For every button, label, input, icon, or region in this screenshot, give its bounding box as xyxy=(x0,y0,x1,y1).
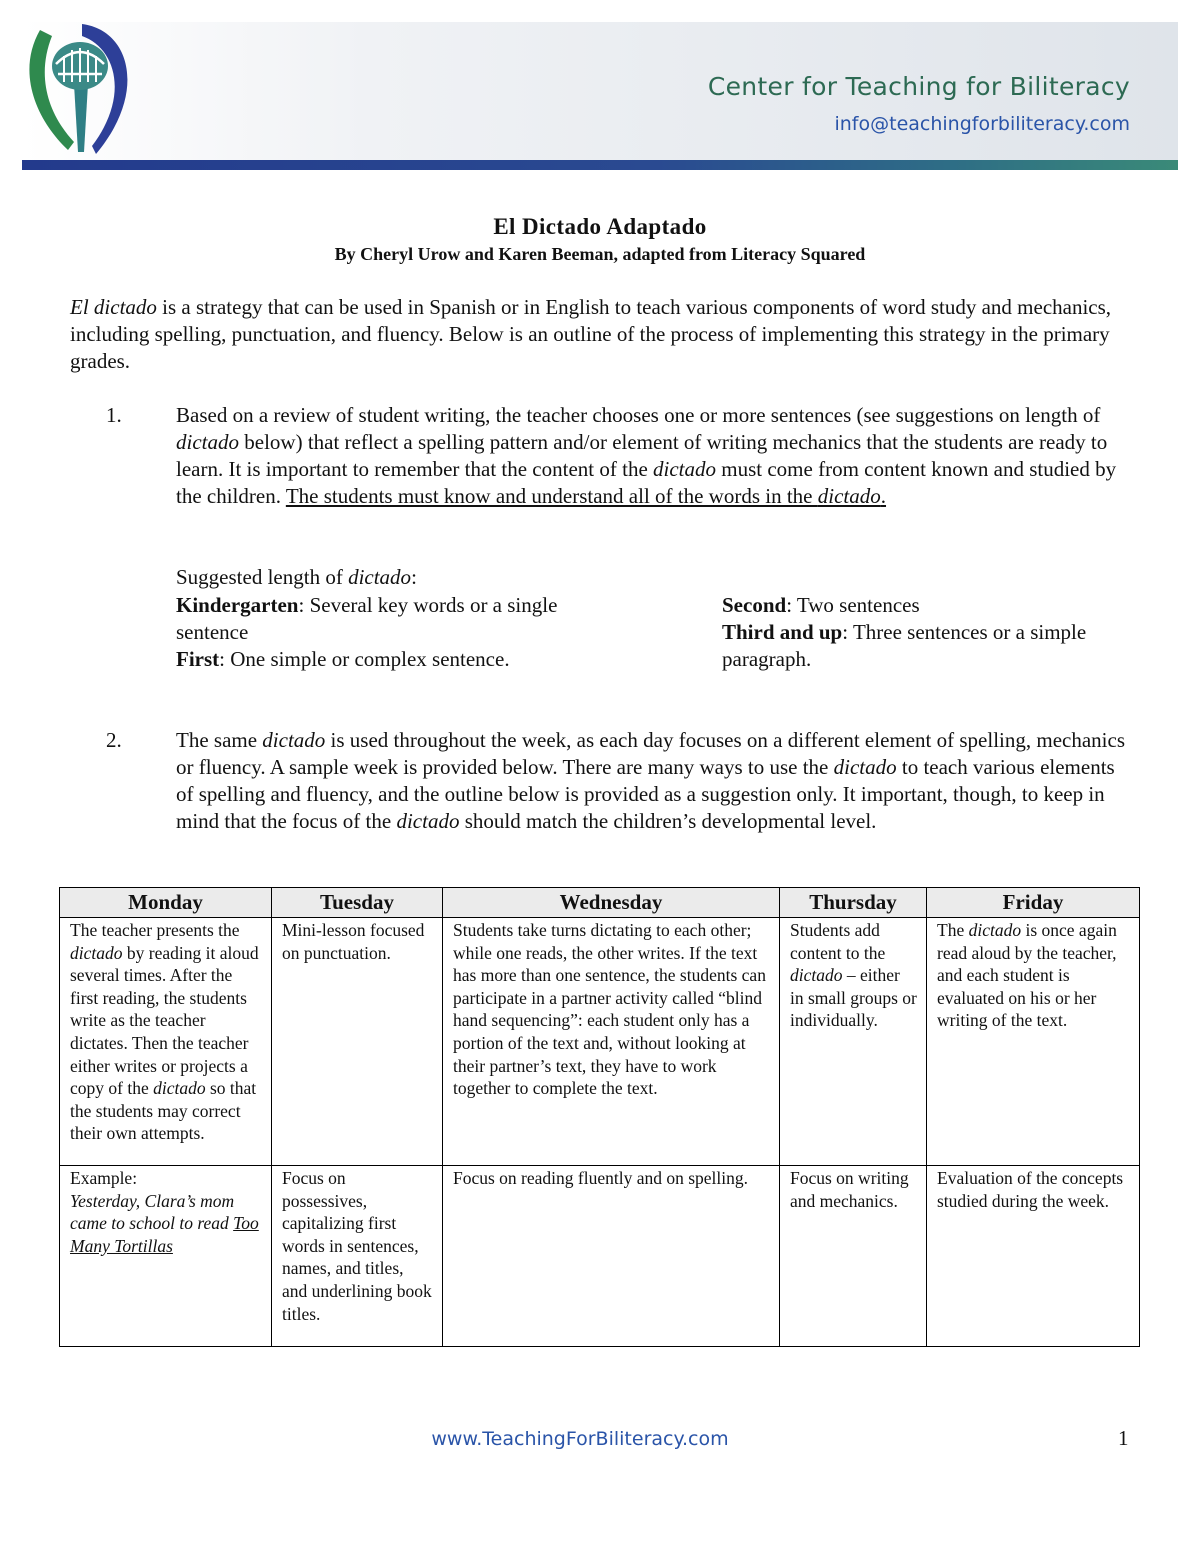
document-title: El Dictado Adaptado xyxy=(493,214,707,239)
page-number: 1 xyxy=(1118,1426,1129,1450)
item-2-number: 2. xyxy=(106,728,122,752)
ctb-logo-icon xyxy=(22,22,152,160)
item-1-number: 1. xyxy=(106,403,122,427)
header-tuesday: Tuesday xyxy=(272,888,443,918)
suggested-length-left-column xyxy=(176,592,576,673)
footer-website-link[interactable]: www.TeachingForBiliteracy.com xyxy=(431,1428,729,1450)
header-monday: Monday xyxy=(60,888,272,918)
length-kindergarten: Kindergarten: Several key words or a single sentence xyxy=(176,593,558,644)
table-header-row xyxy=(60,888,1140,918)
cell-friday-activity: The dictado is once again read aloud by the teacher, and each student is evaluated on his or her writing of the text. xyxy=(927,918,1140,1166)
item-2-text: The same dictado is used throughout the week, as each day focuses on a different element of spelling, mechanics or fluency. A sample week is provided below. There are many ways to use the dictado to teach various elements of spelling and fluency, and the outline below is provided as a suggestion only. It important, though, to keep in mind that the focus of the dictado should match the children’s developmental level. xyxy=(176,728,1125,833)
length-third-and-up: Third and up: Three sentences or a simple paragraph. xyxy=(722,620,1087,671)
cell-monday-example: Example: Yesterday, Clara’s mom came to school to read Too Many Tortillas xyxy=(60,1166,272,1347)
cell-tuesday-activity: Mini-lesson focused on punctuation. xyxy=(272,918,443,1166)
cell-wednesday-activity: Students take turns dictating to each other; while one reads, the other writes. If the text has more than one sentence, the students can participate in a partner activity called “blind hand sequencing”: each student only has a portion of the text and, without looking at their partner’s text, they have to work together to complete the text. xyxy=(443,918,780,1166)
cell-thursday-activity: Students add content to the dictado – either in small groups or individually. xyxy=(780,918,927,1166)
table-row xyxy=(60,918,1140,1166)
cell-friday-focus: Evaluation of the concepts studied during the week. xyxy=(927,1166,1140,1347)
item-1-text: Based on a review of student writing, the teacher chooses one or more sentences (see suggestions on length of dictado below) that reflect a spelling pattern and/or element of writing mechanics that the students are ready to learn. It is important to remember that the content of the dictado must come from content known and studied by the children. The students must know and understand all of the words in the dictado. xyxy=(176,403,1117,508)
cell-wednesday-focus: Focus on reading fluently and on spelling. xyxy=(443,1166,780,1347)
org-email-link[interactable]: info@teachingforbiliteracy.com xyxy=(834,113,1130,135)
org-name: Center for Teaching for Biliteracy xyxy=(707,72,1130,101)
table-row xyxy=(60,1166,1140,1347)
header-rule xyxy=(22,160,1178,170)
cell-thursday-focus: Focus on writing and mechanics. xyxy=(780,1166,927,1347)
length-first: First: One simple or complex sentence. xyxy=(176,647,510,671)
length-second: Second: Two sentences xyxy=(722,593,920,617)
suggested-length-right-column xyxy=(722,592,1102,673)
intro-paragraph: El dictado is a strategy that can be used in Spanish or in English to teach various components of word study and mechanics, including spelling, punctuation, and fluency. Below is an outline of the process of implementing this strategy in the primary grades. xyxy=(70,295,1112,373)
cell-monday-activity: The teacher presents the dictado by reading it aloud several times. After the first reading, the students write as the teacher dictates. Then the teacher either writes or projects a copy of the dictado so that the students may correct their own attempts. xyxy=(60,918,272,1166)
header-wednesday: Wednesday xyxy=(443,888,780,918)
suggested-length-label: Suggested length of dictado: xyxy=(176,565,417,589)
header-friday: Friday xyxy=(927,888,1140,918)
header-thursday: Thursday xyxy=(780,888,927,918)
document-byline: By Cheryl Urow and Karen Beeman, adapted from Literacy Squared xyxy=(334,244,866,264)
weekly-plan-table xyxy=(59,887,1140,1347)
cell-tuesday-focus: Focus on possessives, capitalizing first words in sentences, names, and titles, and underlining book titles. xyxy=(272,1166,443,1347)
